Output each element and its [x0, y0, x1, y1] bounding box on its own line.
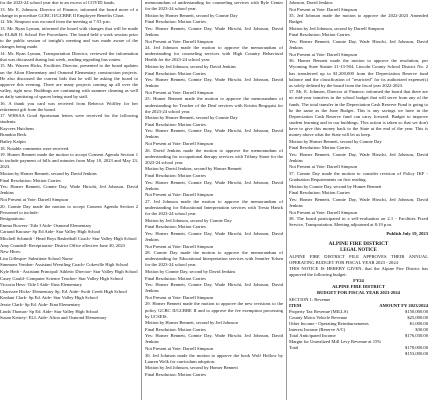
budget-item: Interest Income (Reserve A/C) [289, 327, 346, 332]
paragraph: 36. Homer Bennett made the motion to approve the resolution, per Wyoming State Statute 21-13-504, Lincoln County School District No. 2 has transferred up to $1,200,000 from the Depreciation Reserve fund balance and the classification of "restricted" for its authorized expense(s) as solely defined by the board from the fiscal year 2022-2023. [289, 58, 428, 88]
paragraph: Final Resolution: Motion Carries [145, 173, 206, 179]
paragraph: Motion by Connie Day, second by Homer Bennett [289, 183, 382, 189]
paragraph: Final Resolution: Motion Carries [145, 19, 206, 25]
paragraph: Victoria Hess- Title I Aide- Etna Elementary [0, 282, 82, 288]
budget-item: Other Income - Operating Reimbursements [289, 320, 369, 326]
paragraph: Not Present at Vote: Darrell Simpson [0, 196, 69, 202]
paragraph: Final Resolution: Motion Carries [145, 70, 206, 76]
paragraph: Jessie Clark- Sp Ed. Aide- Etna Elementary [0, 301, 81, 307]
notice-line: BUDGET FOR FISCAL YEAR 2023-2024 [317, 290, 400, 296]
paragraph: Not Present at Vote: Darrell Simpson [145, 38, 214, 44]
paragraph: Kenlani Clark- Sp Ed. Aide- Star Valley High School [0, 295, 98, 301]
paragraph: 20. Connie Day made the motion to accept Consent Agenda Section 2 Personnel to include: [0, 203, 138, 215]
column-divider [286, 0, 287, 400]
paragraph: Brandon Beck [0, 132, 27, 138]
paragraph: 12. Mr. Simpson was excused from the meeting at 7:53 p.m. [0, 19, 111, 25]
paragraph: Yes: Homer Bennett, Connie Day, Wade Hirschi, Jed Johnson, David Jenkins [145, 25, 283, 37]
notice-line: ALPINE FIRE DISTRICT [332, 284, 385, 290]
column-middle [145, 0, 283, 400]
paragraph: Yes: Homer Bennett, Connie Day, Wade Hirschi, Jed Johnson, David Jenkins [289, 151, 428, 163]
paragraph: Final Resolution: Motion Carries [289, 190, 350, 196]
budget-amount: $30.00 [415, 327, 428, 332]
paragraph: 37. Mr. E. Johnson, Director of Finance, informed the board that there are no mid-year transfers in the school budget that will serve from any of the funds. The total transfer in the Depreciation Cash Reserve Fund is going to be the same as the June Budget. This is any savings we have in the Depreciation Cash Reserve fund can carry forward. Budget to improve student learning and in our buildings. This action is taken so that we don't have to give this money back to the State at the end of the year. This is money above what the State will let us keep. [289, 89, 428, 137]
budget-amount: $1,000.00 [409, 320, 428, 326]
paragraph: 38. The board participated in a self-evaluation on 2.1 - Facilities Fixed Service, Transportation. Meeting adjourned at 8:19 p.m. [289, 216, 428, 228]
paragraph: 27. Jed Johnson made the motion to approve the memorandum of understanding for Educational Interpretation services with Tresia Hanck for the 2023-24 school year. [145, 198, 283, 217]
budget-header-amount: AMOUNT FY 2023/2024 [379, 302, 428, 308]
paragraph: Yes: Homer Bennett, Connie Day, Wade Hirschi, Jed Johnson, David Jenkins [145, 333, 283, 345]
paragraph: Yes: Homer Bennett, Connie Day, Wade Hirschi, Jed Johnson, David Jenkins [145, 179, 283, 191]
paragraph: 13. Mr. E. Johnson, Director of Finance, informed the board more of a change in procedure GCBC II/GCBBE II Employee Benefits Chart. [0, 6, 138, 18]
paragraph: Motion by Homer Bennett, second by Jed Johnson [145, 320, 238, 326]
paragraph: 30. Jed Johnson made the motion to approve the book Wolf Hollow by Lauren Wolk for curriculum adoption. [145, 352, 283, 364]
paragraph: Motion by Homer Bennett, second by Connie Day [145, 115, 238, 121]
notice-body [289, 254, 428, 303]
notice-line: FY24 [353, 278, 364, 284]
paragraph: Bailey Kalpin [0, 139, 26, 145]
paragraph: Motion by Homer Bennett, second by Connie Day [145, 12, 238, 18]
paragraph: 15. Mr. Warren Hicks, Facilities Director, presented to the board updates on the Afton Elementary and Osmond Elementary construction projects. He also discussed the current bids that he will be asking the board to approve this evening. There are many projects coming up all over the valley, right now. Buildings are continuing with summer cleaning as well as daily sanitizing of spaces being used by staff. [0, 63, 138, 99]
paragraph: Kaycees Hutchens [0, 125, 35, 131]
column-right [289, 0, 428, 400]
paragraph: 19. Homer Bennett made the motion to accept Consent Agenda Section 1 to include payment of bills and minutes from May 10, 2023 and May 23, 2023. [0, 152, 138, 170]
paragraph: Emma Bowers- Title I Aide- Osmond Elementary [0, 222, 92, 228]
paragraph: Final Resolution: Motion Carries [145, 326, 206, 332]
paragraph: Yes: Homer Bennett, Connie Day, Wade Hirschi, Jed Johnson, David Jenkins [289, 39, 428, 51]
paragraph: Not Present at Vote: Darrell Simpson [289, 164, 358, 170]
paragraph: Final Resolution: Motion Carries [0, 177, 61, 183]
budget-amount: $150,000.00 [405, 308, 428, 314]
budget-item: Total Anticipated Income [289, 333, 336, 339]
paragraph: 26. David Jenkins made the motion to approve the memorandum of understanding for occupational therapy services with Tiffany Stone for the 2023-24 school year. [145, 147, 283, 165]
paragraph: 25. Homer Bennett made the motion to approve the memorandum of understanding for Teacher of the Deaf services with Kristin Bergquist for the 2023-24 school year. [145, 96, 283, 114]
paragraph: 29. Homer Bennett made the motion to approve the new revisions to the policy GCBC II/GCBBE II and to approve the fee exemption processing by UCSEIS. [145, 301, 283, 319]
budget-item: Margin for Unrealized Mill Levy Revenue at 15% [289, 339, 382, 345]
minutes-continued [289, 0, 428, 228]
paragraph: Casey Gould- Computer Science Teacher- Star Valley High School [0, 275, 123, 281]
budget-amount: $153,000.00 [405, 351, 428, 357]
paragraph: Final Resolution: Motion Carries [145, 121, 206, 127]
paragraph: Linda Thomas- Sp Ed. Aide- Star Valley High School [0, 308, 99, 314]
paragraph: Kyle Heib - Assistant Principal/ Athletic Director- Star Valley High School [0, 268, 138, 274]
paragraph: Motion by Homer Bennett, second by Connie Day [289, 138, 382, 144]
paragraph: Charissee Hicks- Elementary Sp. Ed. Aide- Swift Creek High School [0, 288, 127, 294]
paragraph: Not Present at Vote: Darrell Simpson [145, 89, 214, 95]
notice-line: THIS NOTICE IS HEREBY GIVEN, that the Alpine Fire District has approved the following budget: [289, 266, 428, 278]
budget-item: Total [289, 345, 299, 351]
column-divider [141, 0, 142, 400]
paragraph: Not Present at Vote: Darrell Simpson [289, 51, 358, 57]
paragraph: Not Present at Vote: Darrell Simpson [289, 6, 358, 12]
paragraph: Not Present at Vote: Darrell Simpson [145, 346, 214, 352]
paragraph: Yes: Homer Bennett, Connie Day, Wade Hirschi, Jed Johnson, David Jenkins [0, 184, 138, 196]
paragraph: 14. Mr. Ryan Lyman, Transportation Director, reviewed the information that was discussed during last week, reading regarding bus routes. [0, 50, 138, 62]
paragraph: 24. Jed Johnson made the motion to approve the memorandum of understanding for counseling services with High Country Behavioral Health for the 2023-24 school year. [145, 45, 283, 63]
paragraph: 37. Connie Day made the motion to consider revision of Policy IKF - Graduation Requirements on first reading. [289, 171, 428, 183]
paragraph: Not Present at Vote: Darrell Simpson [145, 141, 214, 147]
budget-header-item: ITEM [289, 302, 302, 308]
paragraph: Motion by Jed Johnson, second by Connie Day [145, 217, 232, 223]
paragraph: Lisa Gillespie- Substitute School Nurse [0, 255, 73, 261]
paragraph: 28. Connie Day made the motion to approve the memorandum of understanding for Educational Interpretation services with Jennifer Tolsen for the 2023-24 school year. [145, 250, 283, 268]
paragraph: Yes: Homer Bennett, Connie Day, Wade Hirschi, Jed Johnson, David Jenkins [145, 128, 283, 140]
paragraph: Susan Kettrey- ELL Aide- Afton and Osmond Elementary [0, 315, 107, 321]
paragraph: 16. A thank you card was received from Rebecca Wolfley for her retirement gift from the board. [0, 100, 138, 112]
paragraph: Yes: Homer Bennett, Connie Day, Wade Hirschi, Jed Johnson, David Jenkins [145, 230, 283, 242]
paragraph: Amy Crandall- Receptionist- District Office effective June 30, 2023 [0, 242, 125, 248]
paragraph: Not Present at Vote: Darrell Simpson [289, 209, 358, 215]
paragraph: Not Present at Vote: Darrell Simpson [145, 294, 214, 300]
budget-amount: $25,000.00 [407, 314, 428, 320]
budget-table [289, 309, 428, 358]
paragraph: Final Resolution: Motion Carries [145, 275, 206, 281]
paragraph: Final Resolution: Motion Carries [145, 371, 206, 377]
paragraph: Johnson, David Jenkins [289, 0, 333, 5]
paragraph: Simmons Vendon- Assistant Wrestling Coach- Cokeville High School [0, 262, 129, 268]
notice-title: ALPINE FIRE DISTRICT [328, 241, 389, 248]
notice-line: ALPINE FIRE DISTRICT FILE APPROVES THEIR ANNUAL OPERATING BUDGET FOR FISCAL YEAR 2023 - 2024 [289, 253, 428, 265]
paragraph: memorandum of understanding for counseling services with Ryle Center for the 2023-24 school year. [145, 0, 283, 12]
paragraph: Motion by Jed Johnson, second by Darrell Simpson [289, 25, 384, 31]
paragraph: 18. Notable comments were received. [0, 145, 70, 151]
budget-amount: $176,030.00 [405, 333, 428, 339]
paragraph: Motion by Jed Johnson, second by David Jenkins [145, 63, 236, 69]
paragraph: Motion by Jed Johnson, second by Homer Bennett [145, 365, 238, 371]
paragraph: Yes: Homer Bennett, Connie Day, Wade Hirschi, Jed Johnson, David Jenkins [145, 282, 283, 294]
paragraph: Final Resolution: Motion Carries [289, 145, 350, 151]
paragraph: Motion by David Jenkins, second by Homer Bennett [145, 166, 242, 172]
paragraph: Motion by Connie Day, second by David Jenkins [145, 268, 236, 274]
paragraph: New Hires: [0, 249, 22, 255]
paragraph: 17. WHSAA Good Sportsman letters were received for the following students: [0, 113, 138, 125]
column-left [0, 0, 138, 400]
paragraph: Final Resolution: Motion Carries [145, 224, 206, 230]
paragraph: for the 2023-24 school year due to an excess of COVID funds. [0, 0, 116, 5]
notice-subtitle: LEGAL NOTICE [340, 247, 377, 253]
budget-item: Property Tax Revenue (MILLS) [289, 308, 348, 314]
paragraph: Yes: Homer Bennett, Connie Day, Wade Hirschi, Jed Johnson, David Jenkins [289, 196, 428, 208]
paragraph: Not Present at Vote: Darrell Simpson [145, 243, 214, 249]
paragraph: Mitchell Schmidt - Head Boys Basketball Coach- Star Valley High School [0, 235, 137, 241]
paragraph: Not Present at Vote: Darrell Simpson [145, 192, 214, 198]
paragraph: Motion by Homer Bennett, second by David Jenkins [0, 171, 97, 177]
paragraph: 35. Jed Johnson made the motion to approve the 2022-2023 Amended Budget. [289, 13, 428, 25]
paragraph: Cariand Knouse- Sp Ed Aide- Star Valley High School [0, 229, 101, 235]
budget-item: County Motor Vehicle Revenue [289, 314, 348, 320]
budget-row [289, 351, 428, 357]
paragraph: Yes: Homer Bennett, Connie Day, Wade Hirschi, Jed Johnson, David Jenkins [145, 77, 283, 89]
paragraph: 13. Mr. Ryan Lyman, informed the board with changes that will be made to EL&B II: School Fee Procedures. The board held a work session prior to the public session of tonight's meeting and was made aware of the changes being made. [0, 25, 138, 50]
paragraph: Final Resolution: Motion Carries [289, 32, 350, 38]
paragraph: Resignations: [0, 216, 26, 222]
budget-amount: $178,000.00 [405, 345, 428, 351]
notice-line: SECTION 1: Revenue [289, 296, 331, 302]
publish-note: Publish July 19, 2023 [386, 231, 428, 237]
